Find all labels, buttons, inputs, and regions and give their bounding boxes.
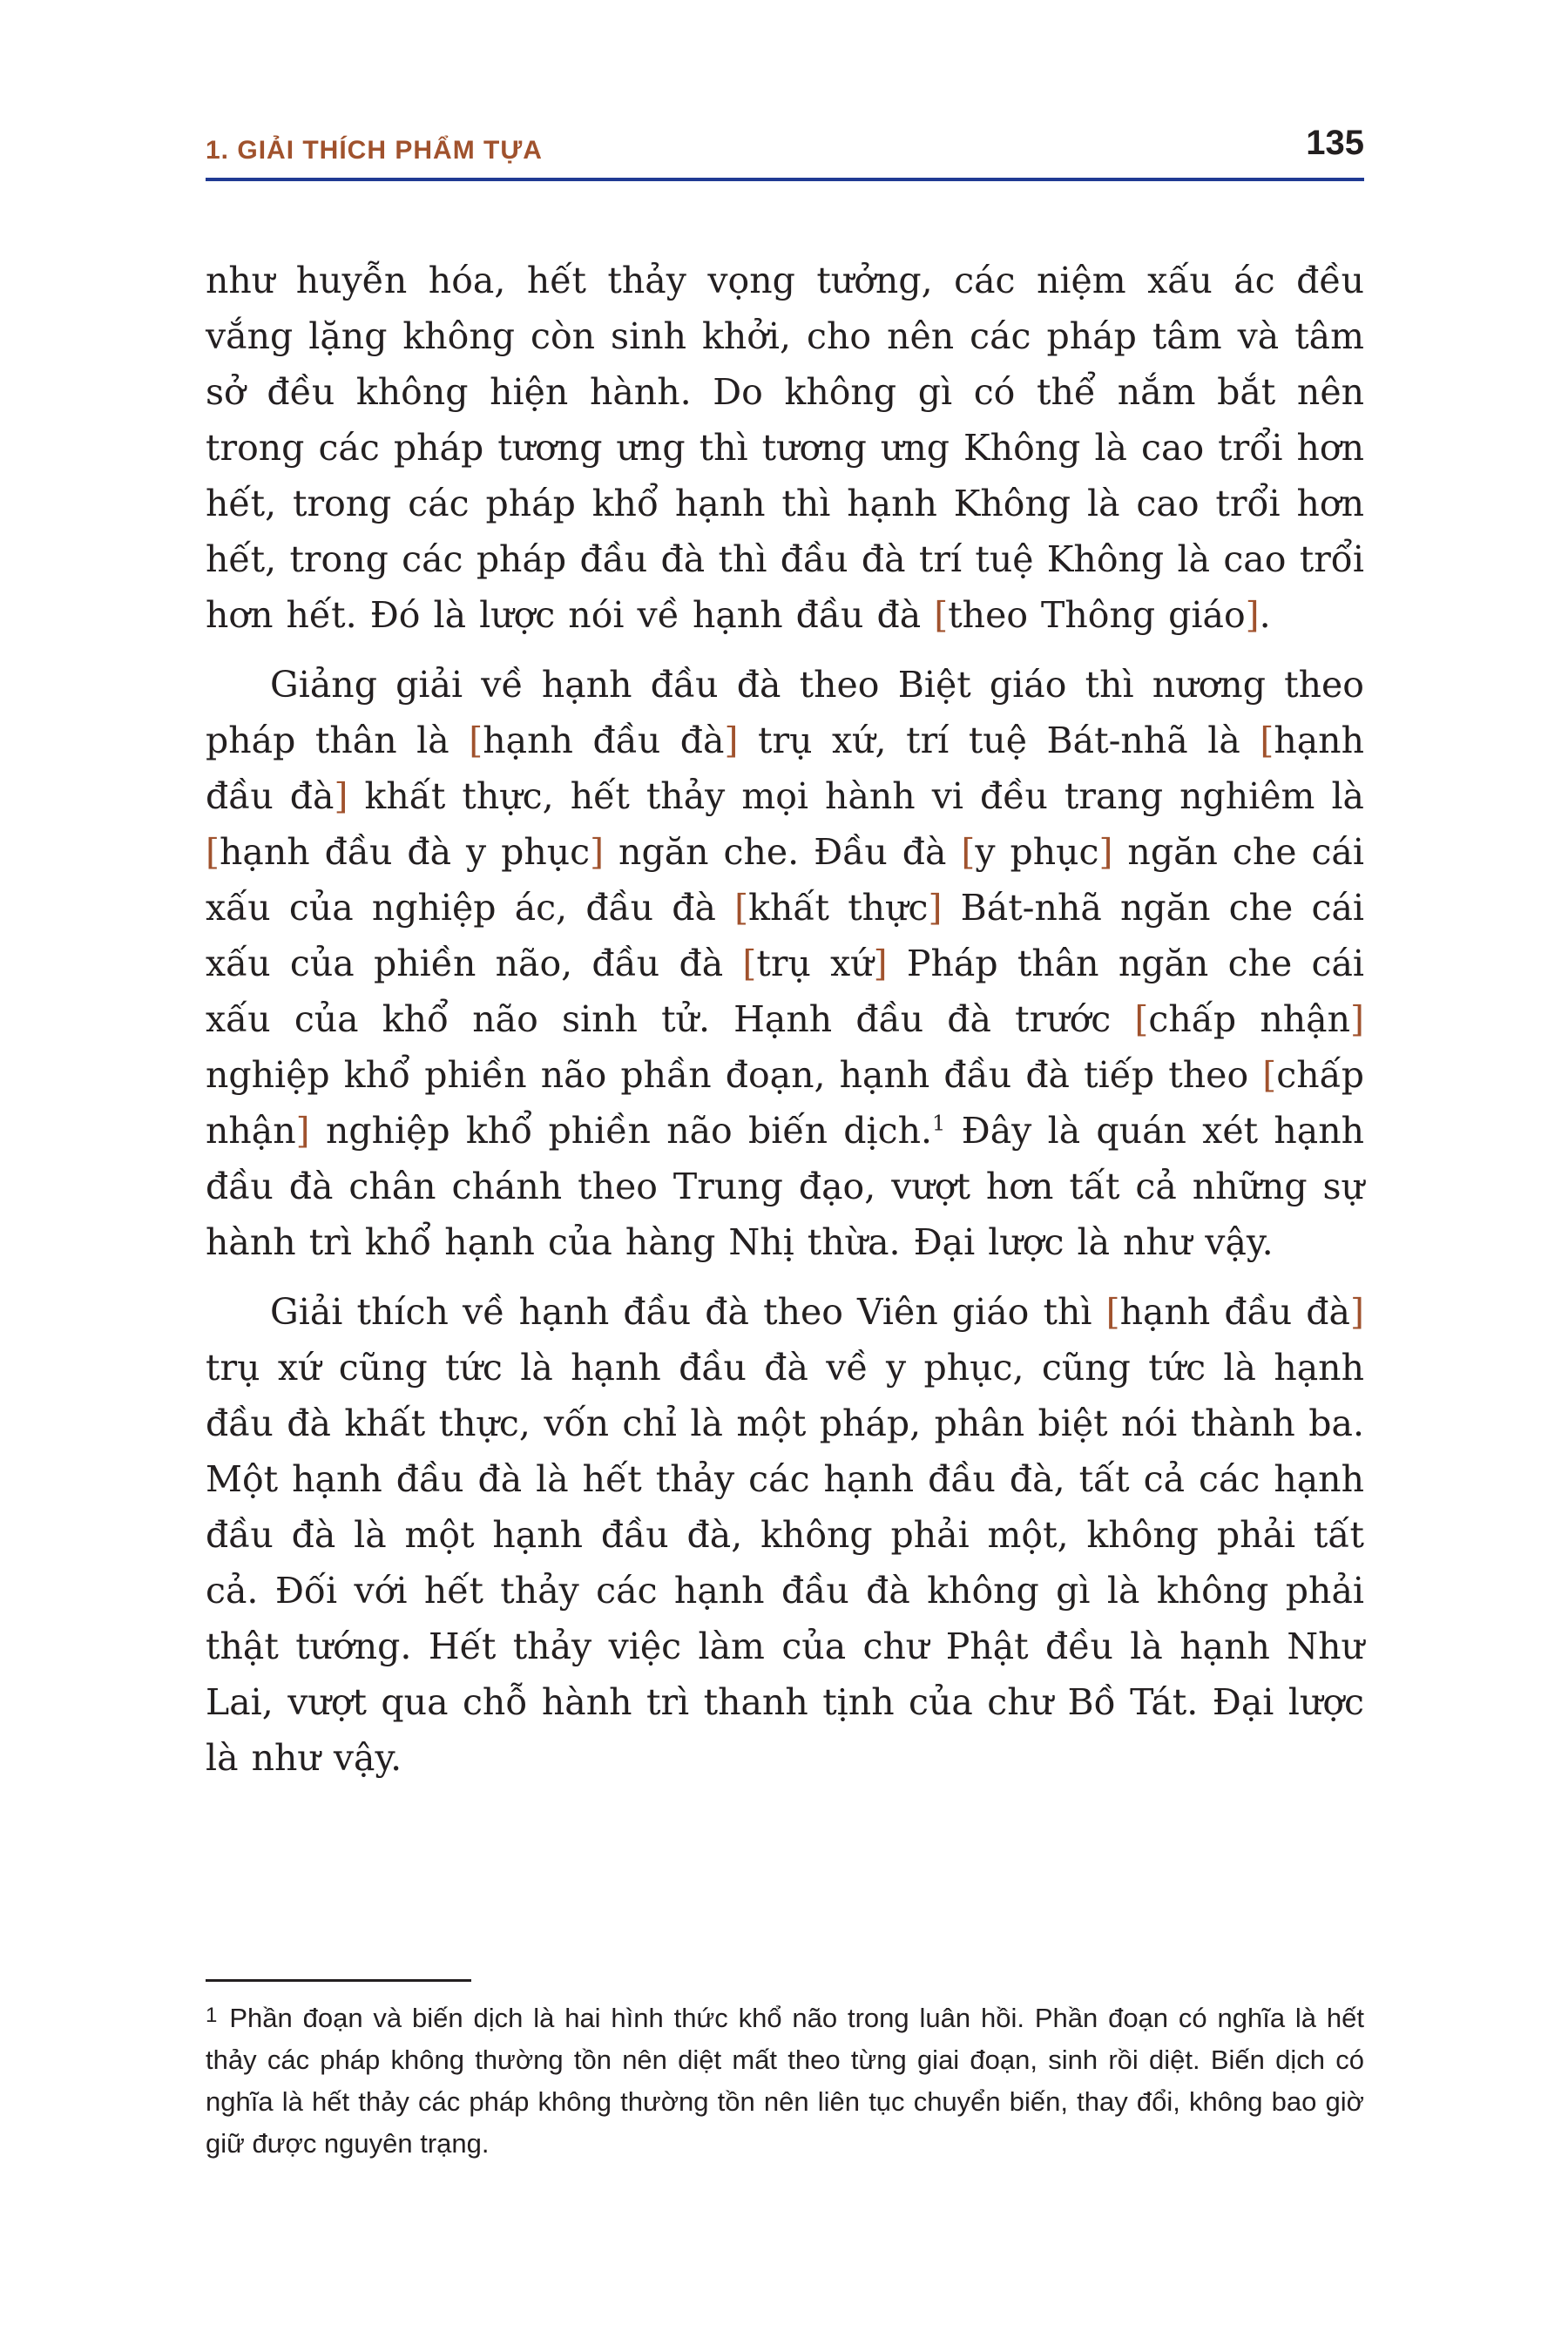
bracket-open: [: [206, 831, 220, 873]
text-run: Pháp thân ngăn che cái xấu của khổ não sinh tử. Hạnh đầu đà trước: [206, 943, 1364, 1040]
text-run: hạnh đầu đà: [483, 720, 725, 761]
bracket-open: [: [1260, 720, 1274, 761]
text-run: trụ xứ, trí tuệ Bát-nhã là: [738, 720, 1260, 761]
footnote-reference[interactable]: 1: [932, 1111, 946, 1136]
footnote-rule: [206, 1979, 471, 1982]
paragraph-3: [206, 1284, 1364, 1786]
bracket-open: [: [742, 943, 757, 984]
paragraph-2: [206, 657, 1364, 1270]
text-run: Bát-nhã ngăn che cái xấu của phiền não, đầu đà: [206, 887, 1364, 984]
text-run: nghiệp khổ phiền não phần đoạn, hạnh đầu đà tiếp theo: [206, 1054, 1263, 1096]
bracket-open: [: [961, 831, 976, 873]
bracket-close: ]: [724, 720, 739, 761]
text-run: trụ xứ: [756, 943, 874, 984]
bracket-open: [: [934, 594, 949, 636]
footnote-1: [206, 1995, 1364, 2165]
footnotes: [206, 1995, 1364, 2165]
page-header: [206, 120, 1364, 181]
bracket-close: ]: [334, 775, 348, 817]
text-run: theo Thông giáo: [948, 594, 1246, 636]
bracket-close: ]: [1098, 831, 1113, 873]
header-rule: [206, 178, 1364, 181]
bracket-close: ]: [590, 831, 605, 873]
text-run: khất thực: [748, 887, 929, 929]
text-run: chấp nhận: [1148, 998, 1350, 1040]
bracket-close: ]: [873, 943, 888, 984]
text-run: .: [1259, 594, 1271, 636]
text-run: khất thực, hết thảy mọi hành vi đều trang nghiêm là: [348, 775, 1364, 817]
text-run: hạnh đầu đà y phục: [220, 831, 591, 873]
text-run: ngăn che. Đầu đà: [604, 831, 962, 873]
bracket-open: [: [1105, 1291, 1120, 1333]
footnote-marker: 1: [206, 2004, 218, 2027]
text-run: như huyễn hóa, hết thảy vọng tưởng, các niệm xấu ác đều vắng lặng không còn sinh khởi, cho nên các pháp tâm và tâm sở đều không hiện hành. Do không gì có thể nắm bắt nên trong các pháp tương ưng thì tương ưng Không là cao trổi hơn hết, trong các pháp khổ hạnh thì hạnh Không là cao trổi hơn hết, trong các pháp đầu đà thì đầu đà trí tuệ Không là cao trổi hơn hết. Đó là lược nói về hạnh đầu đà: [206, 260, 1364, 636]
text-run: nghiệp khổ phiền não biến dịch.: [309, 1110, 933, 1152]
page-number: 135: [1306, 124, 1364, 162]
text-run: ngăn che cái xấu của nghiệp ác, đầu đà: [206, 831, 1364, 929]
text-run: Đây là quán xét hạnh đầu đà chân chánh theo Trung đạo, vượt hơn tất cả những sự hành trì khổ hạnh của hàng Nhị thừa. Đại lược là như vậy.: [206, 1110, 1365, 1263]
bracket-close: ]: [295, 1110, 310, 1152]
bracket-open: [: [1262, 1054, 1277, 1096]
footnote-text: Phần đoạn và biến dịch là hai hình thức khổ não trong luân hồi. Phần đoạn có nghĩa là hết thảy các pháp không thường tồn nên diệt mất theo từng giai đoạn, sinh rồi diệt. Biến dịch có nghĩa là hết thảy các pháp không thường tồn nên liên tục chuyển biến, thay đổi, không bao giờ giữ được nguyên trạng.: [206, 2003, 1364, 2159]
text-run: Giải thích về hạnh đầu đà theo Viên giáo thì: [270, 1291, 1106, 1333]
bracket-open: [: [734, 887, 749, 929]
bracket-close: ]: [1350, 1291, 1364, 1333]
text-run: chấp nhận: [206, 1054, 1364, 1152]
body-text: [206, 253, 1364, 1800]
bracket-close: ]: [1349, 998, 1364, 1040]
text-run: trụ xứ cũng tức là hạnh đầu đà về y phục, cũng tức là hạnh đầu đà khất thực, vốn chỉ là một pháp, phân biệt nói thành ba. Một hạnh đầu đà là hết thảy các hạnh đầu đà, tất cả các hạnh đầu đà là một hạnh đầu đà, không phải một, không phải tất cả. Đối với hết thảy các hạnh đầu đà không gì là không phải thật tướng. Hết thảy việc làm của chư Phật đều là hạnh Như Lai, vượt qua chỗ hành trì thanh tịnh của chư Bồ Tát. Đại lược là như vậy.: [206, 1347, 1364, 1779]
bracket-open: [: [469, 720, 483, 761]
text-run: hạnh đầu đà: [1119, 1291, 1350, 1333]
text-run: hạnh đầu đà: [206, 720, 1364, 817]
bracket-close: ]: [1245, 594, 1260, 636]
paragraph-1: [206, 253, 1364, 643]
bracket-close: ]: [928, 887, 943, 929]
bracket-open: [: [1134, 998, 1149, 1040]
text-run: Giảng giải về hạnh đầu đà theo Biệt giáo thì nương theo pháp thân là: [206, 664, 1364, 761]
running-title: 1. GIẢI THÍCH PHẨM TỰA: [206, 136, 543, 165]
text-run: y phục: [975, 831, 1099, 873]
